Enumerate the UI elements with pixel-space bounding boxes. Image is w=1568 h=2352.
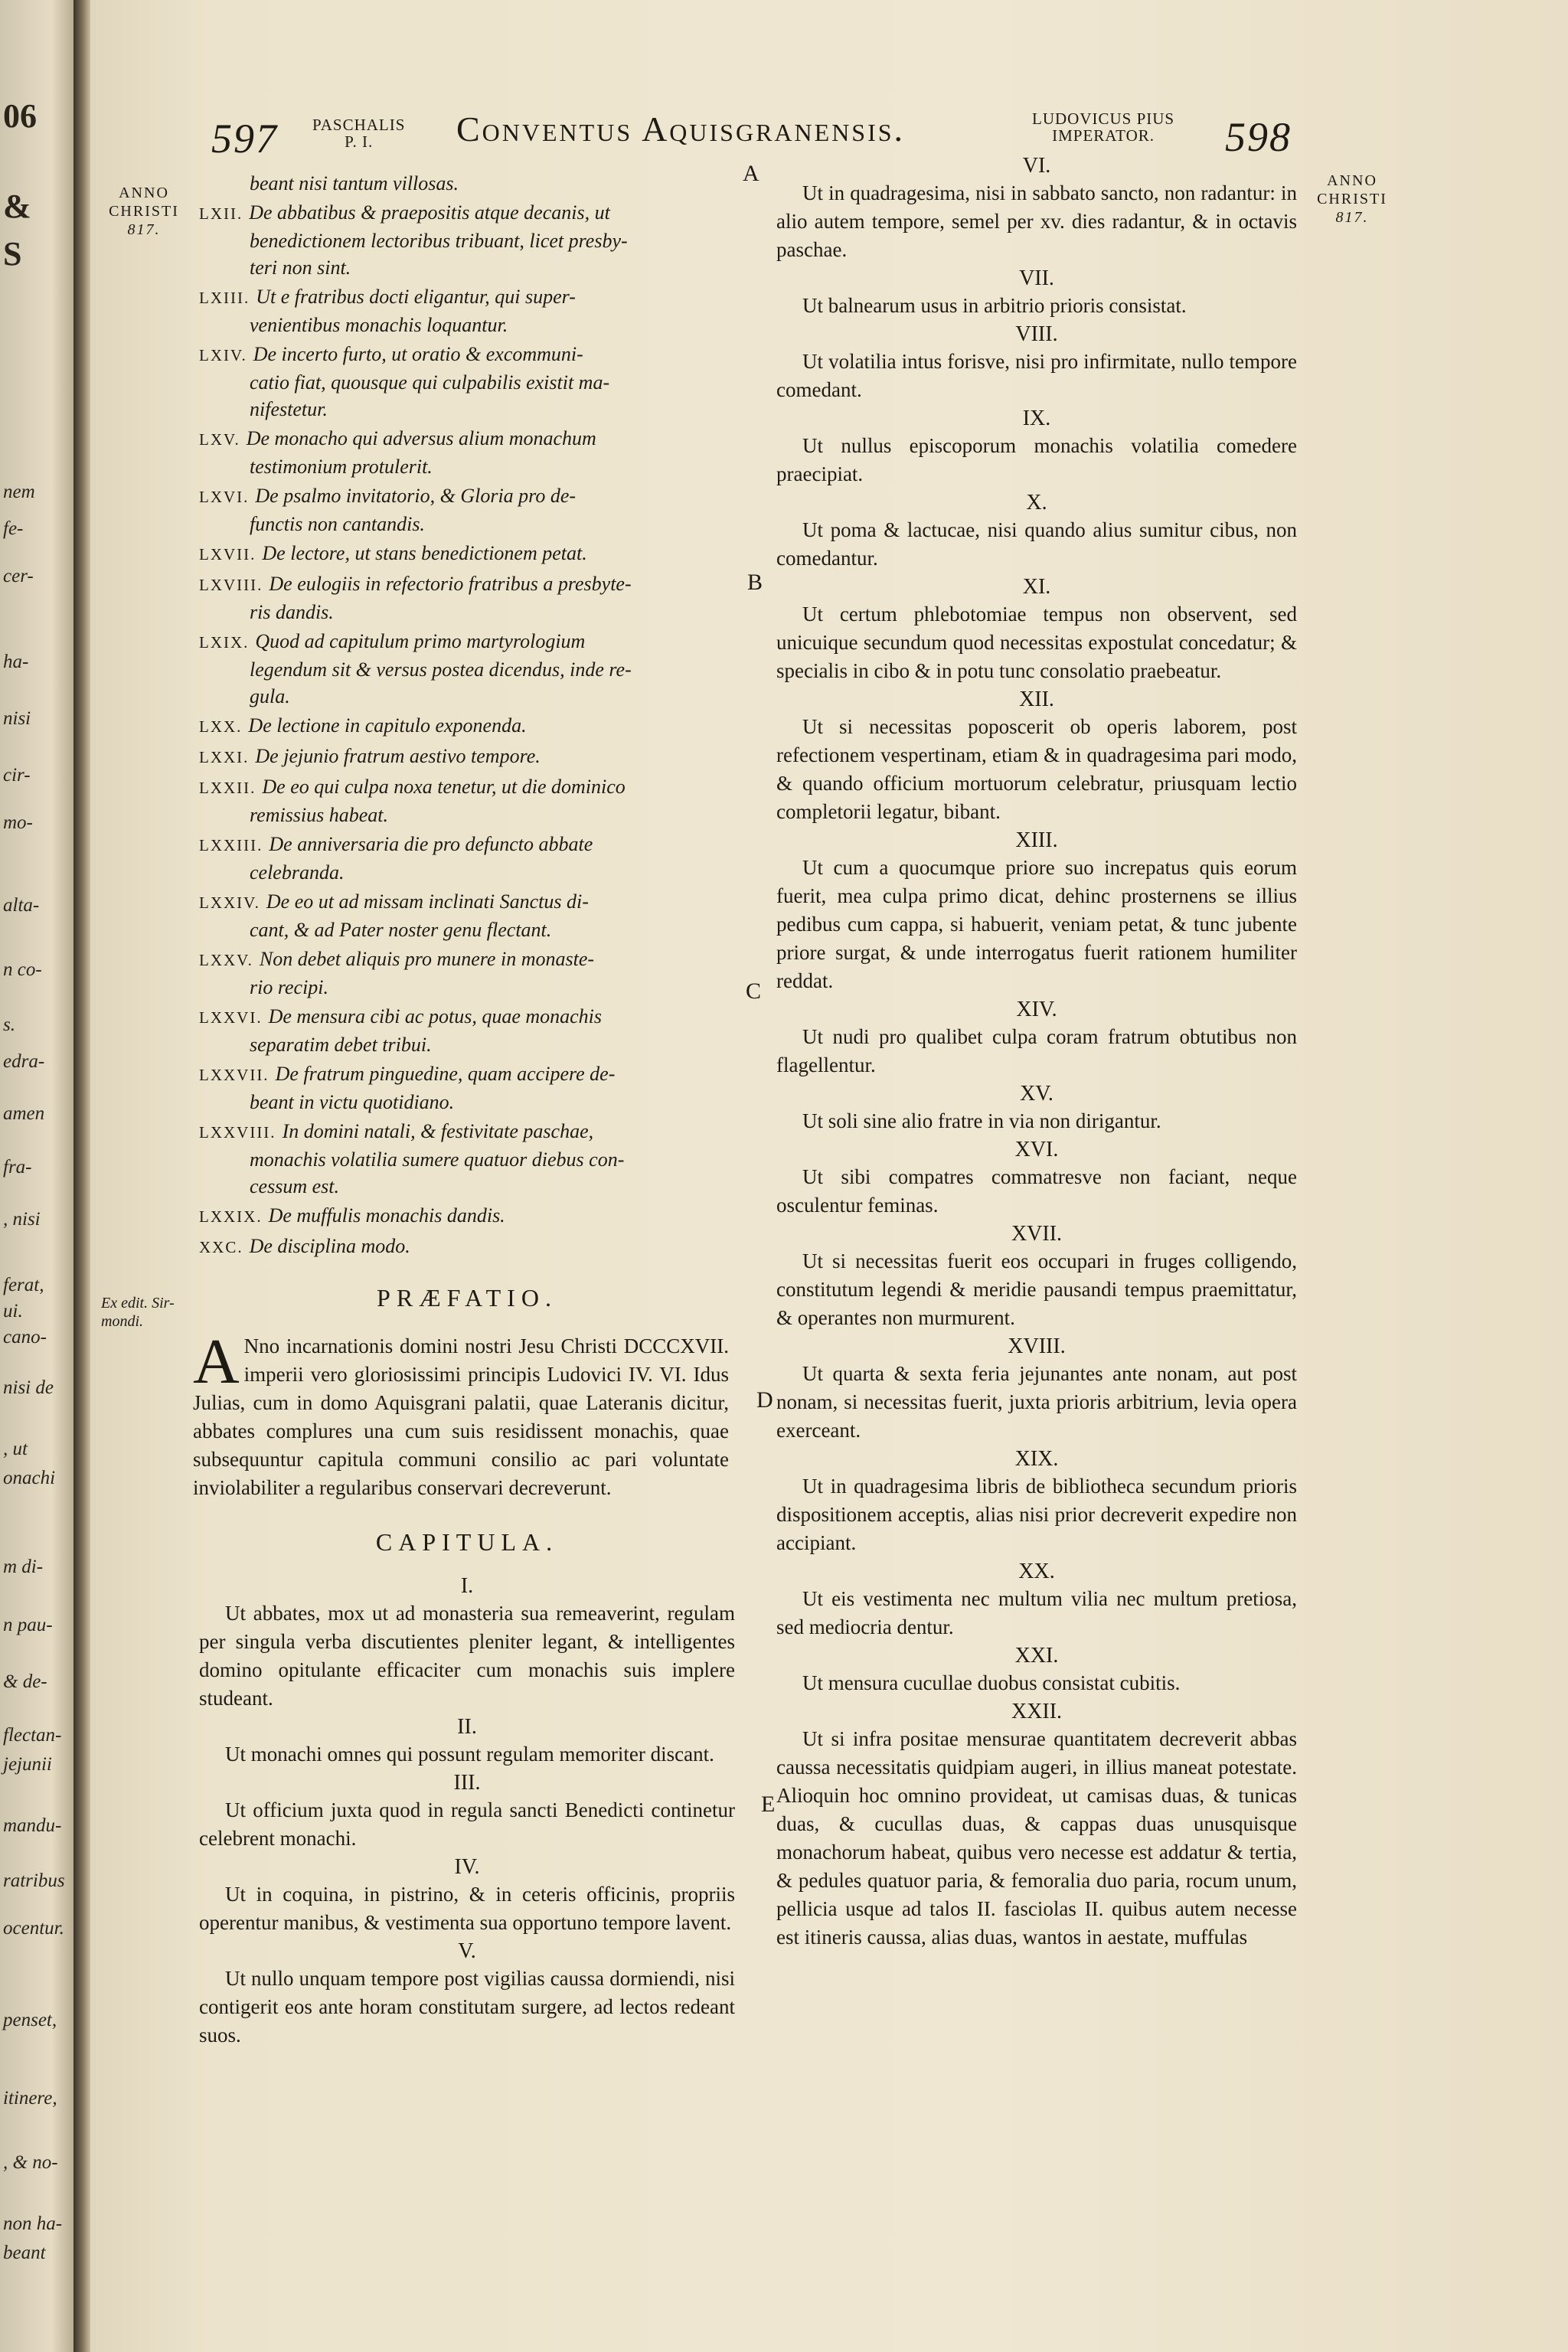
index-entry-text: De lectione in capitulo exponenda. bbox=[248, 714, 527, 737]
index-entry-line bbox=[199, 599, 735, 626]
facing-page-text-fragment: cano- bbox=[3, 1327, 47, 1348]
index-entry bbox=[199, 628, 735, 710]
index-entry bbox=[199, 743, 735, 771]
chapter bbox=[776, 1446, 1297, 1557]
book-gutter bbox=[74, 0, 90, 2352]
year-note-line: 817. bbox=[1335, 209, 1369, 226]
chapter-text: Ut eis vestimenta nec multum vilia nec multum pretiosa, sed mediocria dentur. bbox=[776, 1587, 1297, 1638]
index-entry-number: XXC. bbox=[199, 1238, 243, 1256]
chapter bbox=[199, 1714, 735, 1769]
running-head-line: PASCHALIS bbox=[312, 116, 406, 134]
left-running-head bbox=[312, 116, 405, 150]
chapter-number: VII. bbox=[1019, 266, 1054, 290]
facing-page-text-fragment: itinere, bbox=[3, 2088, 57, 2109]
index-entry-line bbox=[199, 1118, 735, 1146]
facing-page-text-fragment: & de- bbox=[3, 1671, 47, 1692]
chapter bbox=[199, 1854, 735, 1937]
facing-page-text-fragment: ha- bbox=[3, 652, 29, 672]
chapter-number: XIV. bbox=[1016, 998, 1057, 1021]
index-entry-text: testimonium protulerit. bbox=[250, 456, 433, 478]
chapter bbox=[776, 153, 1297, 264]
index-entry-number: LXIII. bbox=[199, 289, 250, 307]
chapter bbox=[776, 828, 1297, 995]
index-entry-number: LXVI. bbox=[199, 488, 250, 506]
index-entry-line bbox=[199, 341, 735, 369]
facing-page-text-fragment: mandu- bbox=[3, 1815, 62, 1836]
chapter-number: XVIII. bbox=[1008, 1334, 1066, 1358]
facing-page-text-fragment: mo- bbox=[3, 812, 33, 833]
chapter-number: III. bbox=[453, 1771, 481, 1795]
index-entry-text: De disciplina modo. bbox=[249, 1235, 410, 1257]
index-entry-line bbox=[199, 802, 735, 828]
index-entry-number: LXXVII. bbox=[199, 1066, 270, 1084]
page-title: Conventus Aquisgranensis. bbox=[456, 109, 906, 149]
chapter-text: Ut certum phlebotomiae tempus non observent, sed unicuique secundum quod necessitas expostulat concedatur; & specialis in cibo & in potu tunc consolatio praebeatur. bbox=[776, 603, 1297, 682]
chapter-number: XXI. bbox=[1014, 1644, 1059, 1668]
index-entry-number: LXXVI. bbox=[199, 1008, 263, 1027]
index-entry-number: LXXIX. bbox=[199, 1207, 263, 1226]
chapter-text: Ut soli sine alio fratre in via non dirigantur. bbox=[802, 1109, 1161, 1132]
index-entry-text: beant nisi tantum villosas. bbox=[250, 172, 459, 194]
column-letter-d: D bbox=[756, 1387, 773, 1413]
right-page-number: 598 bbox=[1225, 114, 1292, 160]
index-entry bbox=[199, 170, 735, 197]
source-note-line: Ex edit. Sir- bbox=[101, 1295, 175, 1312]
facing-page-text-fragment: , nisi bbox=[3, 1209, 41, 1230]
index-entry bbox=[199, 831, 735, 886]
running-head-line: LUDOVICUS PIUS bbox=[1032, 109, 1175, 128]
facing-page-text-fragment: m di- bbox=[3, 1557, 44, 1577]
facing-page-text-fragment: ui. bbox=[3, 1301, 23, 1321]
chapter-number: XIII. bbox=[1015, 828, 1058, 852]
index-entry-text: De muffulis monachis dandis. bbox=[268, 1204, 505, 1227]
index-entry-line bbox=[199, 1031, 735, 1058]
index-entry-line bbox=[199, 570, 735, 599]
index-entry-line bbox=[199, 170, 735, 197]
chapter-number: V. bbox=[458, 1939, 476, 1963]
index-entry-text: monachis volatilia sumere quatuor diebus con- bbox=[250, 1148, 625, 1171]
index-entry-number: LXX. bbox=[199, 717, 243, 736]
chapter bbox=[776, 574, 1297, 685]
year-note-line: CHRISTI bbox=[1317, 191, 1387, 207]
column-letter-c: C bbox=[746, 978, 762, 1004]
chapter bbox=[776, 490, 1297, 573]
running-head-line: IMPERATOR. bbox=[1052, 126, 1155, 145]
index-entry-number: LXII. bbox=[199, 204, 243, 223]
drop-cap: A bbox=[193, 1326, 240, 1397]
index-entry-text: De mensura cibi ac potus, quae monachis bbox=[268, 1005, 603, 1027]
index-entry-text: De eo qui culpa noxa tenetur, ut die dominico bbox=[262, 776, 626, 798]
index-entry bbox=[199, 1202, 735, 1230]
index-entry-text: De eulogiis in refectorio fratribus a presbyte- bbox=[269, 573, 632, 595]
chapter-index bbox=[199, 170, 735, 1261]
chapter-text: Ut abbates, mox ut ad monasteria sua remeaverint, regulam per singula verba discutientes pleniter legant, & intelligentes domino opitulante efficaciter cum monachis suis implere studeant. bbox=[199, 1602, 735, 1710]
index-entry-number: LXXVIII. bbox=[199, 1123, 276, 1142]
index-entry-line bbox=[199, 199, 735, 227]
index-entry-text: ris dandis. bbox=[250, 601, 334, 623]
facing-page-text-fragment: n co- bbox=[3, 959, 42, 980]
left-page-number: 597 bbox=[211, 116, 278, 162]
index-entry-line bbox=[199, 254, 735, 281]
facing-page-text-fragment: cer- bbox=[3, 566, 34, 586]
right-running-head bbox=[1032, 110, 1174, 144]
index-entry-line bbox=[199, 1003, 735, 1031]
facing-page-text-fragment: beant bbox=[3, 2243, 46, 2263]
chapter bbox=[776, 1699, 1297, 1952]
chapter-text: Ut mensura cucullae duobus consistat cubitis. bbox=[802, 1671, 1181, 1694]
index-entry-line bbox=[199, 283, 735, 312]
column-letter-a: A bbox=[743, 161, 760, 186]
index-entry-line bbox=[199, 369, 735, 396]
index-entry-number: LXIX. bbox=[199, 633, 250, 652]
index-entry-text: gula. bbox=[250, 685, 290, 707]
chapter-number: XVI. bbox=[1014, 1138, 1059, 1161]
year-note-line: ANNO bbox=[119, 185, 169, 201]
index-entry-line bbox=[199, 743, 735, 771]
facing-page-text-fragment: , ut bbox=[3, 1439, 28, 1459]
chapter-text: Ut nullo unquam tempore post vigilias caussa dormiendi, nisi contigerit eos ante horam constitutam surgere, ad lectos redeant suos. bbox=[199, 1967, 735, 2047]
index-entry-line bbox=[199, 974, 735, 1001]
index-entry-line bbox=[199, 425, 735, 453]
chapter bbox=[776, 1559, 1297, 1642]
index-entry bbox=[199, 1118, 735, 1200]
capitula-heading: CAPITULA. bbox=[375, 1528, 559, 1556]
chapter-number: IX. bbox=[1022, 407, 1051, 430]
chapter-text: Ut monachi omnes qui possunt regulam memoriter discant. bbox=[225, 1743, 714, 1766]
facing-page-text-fragment: S bbox=[3, 235, 22, 273]
index-entry-text: Ut e fratribus docti eligantur, qui super- bbox=[256, 286, 576, 308]
index-entry-text: celebranda. bbox=[250, 861, 345, 884]
chapter bbox=[776, 1334, 1297, 1445]
facing-page-text-fragment: nisi de bbox=[3, 1377, 54, 1398]
index-entry-text: rio recipi. bbox=[250, 976, 329, 998]
index-entry-text: De psalmo invitatorio, & Gloria pro de- bbox=[255, 485, 577, 507]
index-entry-text: catio fiat, quousque qui culpabilis existit ma- bbox=[250, 371, 610, 394]
praefatio-heading: PRÆFATIO. bbox=[377, 1284, 557, 1312]
index-entry-text: teri non sint. bbox=[250, 256, 351, 279]
left-column bbox=[193, 170, 735, 2051]
chapter-number: X. bbox=[1026, 491, 1047, 514]
chapter-number: XVII. bbox=[1011, 1222, 1063, 1246]
index-entry-line bbox=[199, 683, 735, 710]
index-entry-line bbox=[199, 628, 735, 656]
left-year-note bbox=[90, 184, 198, 239]
chapter bbox=[776, 1643, 1297, 1697]
chapter-number: I. bbox=[460, 1574, 474, 1598]
chapter bbox=[776, 687, 1297, 826]
chapter-text: Ut in quadragesima, nisi in sabbato sancto, non radantur: in alio autem tempore, semel per xv. dies radantur, & in octavis paschae. bbox=[776, 181, 1297, 261]
facing-page-text-fragment: ferat, bbox=[3, 1275, 44, 1295]
index-entry bbox=[199, 570, 735, 626]
index-entry-line bbox=[199, 453, 735, 480]
index-entry-line bbox=[199, 1146, 735, 1173]
chapter-number: XXII. bbox=[1011, 1700, 1063, 1723]
chapter-text: Ut officium juxta quod in regula sancti Benedicti continetur celebrent monachi. bbox=[199, 1798, 735, 1850]
facing-page-text-fragment: 06 bbox=[3, 97, 37, 135]
index-entry-line bbox=[199, 396, 735, 423]
facing-page-text-fragment: ocentur. bbox=[3, 1918, 64, 1939]
index-entry-number: LXXIV. bbox=[199, 893, 260, 912]
index-entry-text: cessum est. bbox=[250, 1175, 339, 1197]
index-entry bbox=[199, 1233, 735, 1261]
facing-page-text-fragment: nem bbox=[3, 482, 35, 502]
facing-page-text-fragment: penset, bbox=[3, 2010, 57, 2030]
chapter-number: VI. bbox=[1022, 154, 1051, 178]
index-entry-number: LXIV. bbox=[199, 346, 247, 364]
praefatio-paragraph bbox=[193, 1326, 729, 1502]
index-entry-line bbox=[199, 888, 735, 916]
index-entry-text: In domini natali, & festivitate paschae, bbox=[282, 1120, 594, 1142]
chapter bbox=[776, 997, 1297, 1080]
chapter-number: XIX. bbox=[1014, 1447, 1059, 1471]
chapter-text: Ut sibi compatres commatresve non faciant, neque osculentur feminas. bbox=[776, 1165, 1297, 1217]
facing-page-text-fragment: fe- bbox=[3, 518, 24, 539]
right-column bbox=[776, 153, 1297, 1953]
facing-page-text-fragment: fra- bbox=[3, 1157, 32, 1178]
column-letter-b: B bbox=[747, 570, 763, 595]
facing-page-text-fragment: edra- bbox=[3, 1051, 45, 1072]
chapter bbox=[776, 406, 1297, 488]
chapter-number: XX. bbox=[1018, 1560, 1055, 1583]
chapter bbox=[199, 1939, 735, 2050]
chapter-text: Ut cum a quocumque priore suo increpatus quis eorum fuerit, mea culpa primo dicat, dehinc prosternens se illius pedibus cum cappa, si habuerit, veniam petat, & tunc jubente priore surgat, & unde interrogatus fuerit rationem humiliter reddat. bbox=[776, 856, 1297, 992]
facing-page-fragment bbox=[0, 0, 74, 2352]
chapter-text: Ut si necessitas fuerit eos occupari in fruges colligendo, constitutum legendi & meridie pausandi tempus praemittatur, & operantes non murmurent. bbox=[776, 1250, 1297, 1329]
chapter-text: Ut poma & lactucae, nisi quando alius sumitur cibus, non comedantur. bbox=[776, 518, 1297, 570]
facing-page-text-fragment: amen bbox=[3, 1103, 45, 1124]
facing-page-text-fragment: alta- bbox=[3, 895, 40, 916]
index-entry-number: LXXV. bbox=[199, 951, 253, 969]
year-note-line: ANNO bbox=[1327, 172, 1377, 189]
index-entry bbox=[199, 946, 735, 1001]
index-entry-line bbox=[199, 540, 735, 568]
index-entry-line bbox=[199, 946, 735, 974]
index-entry-text: De eo ut ad missam inclinati Sanctus di- bbox=[266, 890, 589, 913]
facing-page-text-fragment: & bbox=[3, 188, 31, 225]
chapter bbox=[776, 1137, 1297, 1220]
chapter-text: Ut balnearum usus in arbitrio prioris consistat. bbox=[802, 294, 1187, 317]
facing-page-text-fragment: ratribus bbox=[3, 1870, 65, 1891]
index-entry-text: remissius habeat. bbox=[250, 804, 389, 826]
facing-page-text-fragment: jejunii bbox=[3, 1754, 52, 1775]
index-entry-number: LXXI. bbox=[199, 748, 250, 766]
index-entry-line bbox=[199, 831, 735, 859]
chapter bbox=[199, 1770, 735, 1853]
column-letter-e: E bbox=[761, 1792, 776, 1817]
index-entry-line bbox=[199, 227, 735, 254]
source-note bbox=[101, 1294, 175, 1331]
index-entry-text: Quod ad capitulum primo martyrologium bbox=[255, 630, 586, 652]
chapter-number: XI. bbox=[1022, 575, 1051, 599]
index-entry-text: De fratrum pinguedine, quam accipere de- bbox=[275, 1063, 616, 1085]
index-entry-text: separatim debet tribui. bbox=[250, 1034, 432, 1056]
facing-page-text-fragment: nisi bbox=[3, 708, 31, 729]
index-entry-line bbox=[199, 859, 735, 886]
index-entry-line bbox=[199, 1202, 735, 1230]
index-entry-line bbox=[199, 1173, 735, 1200]
index-entry-line bbox=[199, 712, 735, 740]
chapter-text: Ut nudi pro qualibet culpa coram fratrum obtutibus non flagellentur. bbox=[776, 1025, 1297, 1076]
index-entry-line bbox=[199, 773, 735, 802]
running-head-line: P. I. bbox=[345, 132, 374, 151]
praefatio-text: Nno incarnationis domini nostri Jesu Christi DCCCXVII. imperii vero gloriosissimi principis Ludovici IV. VI. Idus Julias, cum in domo Aquisgrani palatii, quae Lateranis dicitur, abbates complures una cum suis residissent monachis, quae subsequuntur capitula communi consilio ac pari voluntate inviolabiliter a regularibus conservari decreverunt. bbox=[193, 1334, 729, 1499]
chapter bbox=[776, 1221, 1297, 1332]
index-entry-text: De monacho qui adversus alium monachum bbox=[246, 427, 596, 449]
index-entry bbox=[199, 1060, 735, 1116]
index-entry-line bbox=[199, 1089, 735, 1116]
index-entry-number: LXXII. bbox=[199, 779, 256, 797]
index-entry bbox=[199, 712, 735, 740]
index-entry-line bbox=[199, 1060, 735, 1089]
index-entry bbox=[199, 773, 735, 828]
facing-page-text-fragment: s. bbox=[3, 1014, 15, 1035]
index-entry-text: De jejunio fratrum aestivo tempore. bbox=[255, 745, 541, 767]
right-chapters bbox=[776, 153, 1297, 1952]
index-entry-number: LXVII. bbox=[199, 545, 256, 564]
facing-page-text-fragment: flectan- bbox=[3, 1725, 62, 1746]
chapter bbox=[776, 322, 1297, 404]
chapter-text: Ut in coquina, in pistrino, & in ceteris officinis, propriis operentur manibus, & vestimenta sua opportuno tempore lavent. bbox=[199, 1883, 735, 1934]
chapter-number: XII. bbox=[1019, 688, 1054, 711]
left-chapters bbox=[199, 1573, 735, 2050]
index-entry bbox=[199, 199, 735, 281]
index-entry-text: beant in victu quotidiano. bbox=[250, 1091, 455, 1113]
book-page bbox=[90, 0, 1568, 2352]
facing-page-text-fragment: non ha- bbox=[3, 2213, 63, 2234]
chapter-text: Ut si necessitas poposcerit ob operis laborem, post refectionem vespertinam, etiam & in quadragesima pari modo, & quando officium mortuorum celebratur, priusquam lectio completorii legatur, bibant. bbox=[776, 715, 1297, 823]
chapter-number: XV. bbox=[1020, 1082, 1054, 1106]
facing-page-text-fragment: onachi bbox=[3, 1468, 56, 1488]
index-entry-text: De lectore, ut stans benedictionem petat. bbox=[262, 542, 587, 564]
facing-page-text-fragment: n pau- bbox=[3, 1615, 53, 1635]
index-entry-text: nifestetur. bbox=[250, 398, 328, 420]
index-entry-text: functis non cantandis. bbox=[250, 513, 425, 535]
index-entry-text: cant, & ad Pater noster genu flectant. bbox=[250, 919, 552, 941]
index-entry-text: legendum sit & versus postea dicendus, inde re- bbox=[250, 658, 632, 681]
chapter-text: Ut nullus episcoporum monachis volatilia comedere praecipiat. bbox=[776, 434, 1297, 485]
source-note-line: mondi. bbox=[101, 1313, 143, 1330]
chapter-number: IV. bbox=[454, 1855, 480, 1879]
chapter-number: VIII. bbox=[1015, 322, 1058, 346]
index-entry bbox=[199, 341, 735, 423]
index-entry-text: De incerto furto, ut oratio & excommuni- bbox=[253, 343, 583, 365]
index-entry-text: De anniversaria die pro defuncto abbate bbox=[269, 833, 593, 855]
chapter-text: Ut quarta & sexta feria jejunantes ante nonam, aut post nonam, si necessitas fuerit, juxta prioris arbitrium, levia opera exerceant. bbox=[776, 1362, 1297, 1442]
chapter bbox=[776, 266, 1297, 320]
index-entry-text: benedictionem lectoribus tribuant, licet presby- bbox=[250, 230, 628, 252]
index-entry-line bbox=[199, 511, 735, 537]
index-entry bbox=[199, 425, 735, 480]
index-entry-line bbox=[199, 656, 735, 683]
index-entry-line bbox=[199, 1233, 735, 1261]
year-note-line: 817. bbox=[127, 221, 161, 238]
year-note-line: CHRISTI bbox=[109, 203, 179, 220]
facing-page-text-fragment: cir- bbox=[3, 765, 31, 786]
chapter bbox=[199, 1573, 735, 1713]
index-entry bbox=[199, 540, 735, 568]
index-entry bbox=[199, 283, 735, 338]
chapter-number: II. bbox=[457, 1715, 477, 1739]
index-entry-line bbox=[199, 482, 735, 511]
index-entry-line bbox=[199, 312, 735, 338]
chapter-text: Ut si infra positae mensurae quantitatem decreverit abbas caussa necessitatis quidpiam augeri, in illius maneat potestate. Alioquin hoc omnino provideat, ut camisas duas, & tunicas duas, & cucullas duas, & cappas duas unusquisque monachorum habeat, quibus vero necesse est addatur & tertia, & pedules quatuor paria, & femoralia duo paria, rocum unum, pellicia usque ad talos II. fasciolas II. quibus autem necesse est itineris caussa, alias duas, wantos in aestate, muffulas bbox=[776, 1727, 1297, 1949]
index-entry-text: Non debet aliquis pro munere in monaste- bbox=[259, 948, 595, 970]
chapter-text: Ut in quadragesima libris de bibliotheca secundum prioris dispositionem acceptis, alias nisi prior decreverit expedire non accipiant. bbox=[776, 1475, 1297, 1554]
index-entry-text: venientibus monachis loquantur. bbox=[250, 314, 508, 336]
index-entry-number: LXV. bbox=[199, 430, 240, 449]
right-year-note bbox=[1298, 172, 1406, 227]
index-entry bbox=[199, 482, 735, 537]
chapter-text: Ut volatilia intus forisve, nisi pro infirmitate, nullo tempore comedant. bbox=[776, 350, 1297, 401]
index-entry-number: LXVIII. bbox=[199, 576, 263, 594]
chapter bbox=[776, 1081, 1297, 1135]
index-entry bbox=[199, 888, 735, 943]
facing-page-text-fragment: , & no- bbox=[3, 2152, 58, 2173]
index-entry-number: LXXIII. bbox=[199, 836, 263, 854]
index-entry-text: De abbatibus & praepositis atque decanis, ut bbox=[249, 201, 610, 224]
index-entry-line bbox=[199, 916, 735, 943]
index-entry bbox=[199, 1003, 735, 1058]
